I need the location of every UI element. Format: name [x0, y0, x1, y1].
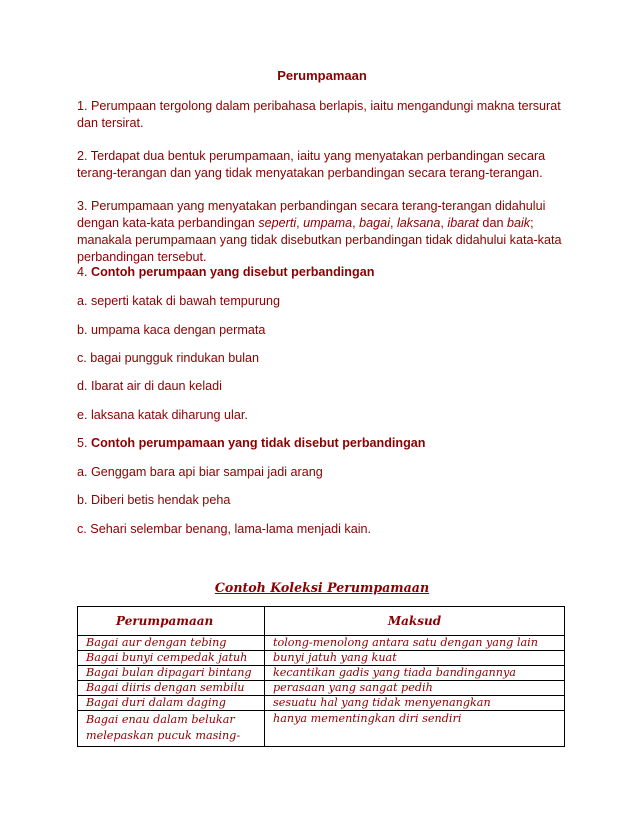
koleksi-table — [77, 606, 565, 747]
word-ibarat: ibarat — [447, 216, 479, 230]
word-laksana: laksana — [397, 216, 441, 230]
list-item: b. Diberi betis hendak peha — [77, 493, 231, 507]
point-3: 3. Perumpamaan yang menyatakan perbandingan secara terang-terangan didahului dengan kata-kata perbandingan seperti, umpama, bagai, laksana, ibarat dan baik; manakala perumpamaan yang tidak disebutkan perbandingan tidak didahului kata-kata perbandingan tersebut. — [77, 199, 562, 264]
koleksi-title: Contoh Koleksi Perumpamaan — [214, 580, 430, 595]
cell-maksud: tolong-menolong antara satu dengan yang lain — [265, 636, 565, 651]
table-row — [78, 711, 565, 747]
table-row — [78, 636, 565, 651]
list-item: e. laksana katak diharung ular. — [77, 408, 248, 422]
table-row — [78, 681, 565, 696]
page-title: Perumpamaan — [277, 68, 367, 83]
cell-perumpamaan: Bagai aur dengan tebing — [78, 636, 265, 651]
word-dan: dan — [478, 216, 507, 230]
cell-perumpamaan: Bagai duri dalam daging — [78, 696, 265, 711]
cell-maksud: perasaan yang sangat pedih — [265, 681, 565, 696]
word-bagai: bagai — [359, 216, 390, 230]
cell-perumpamaan: Bagai diiris dengan sembilu — [78, 681, 265, 696]
point-2: 2. Terdapat dua bentuk perumpamaan, iaitu yang menyatakan perbandingan secara terang-terangan dan yang tidak menyatakan perbandingan secara terang-terangan. — [77, 149, 546, 180]
cell-perumpamaan: Bagai enau dalam belukar melepaskan pucuk masing- — [78, 711, 265, 747]
cell-maksud: sesuatu hal yang tidak menyenangkan — [265, 696, 565, 711]
point-4-number: 4. — [77, 265, 92, 279]
list-item: a. Genggam bara api biar sampai jadi arang — [77, 465, 323, 479]
cell-perumpamaan: Bagai bunyi cempedak jatuh — [78, 651, 265, 666]
table-row — [78, 666, 565, 681]
table-row — [78, 651, 565, 666]
list-item: c. Sehari selembar benang, lama-lama menjadi kain. — [77, 522, 372, 536]
header-perumpamaan: Perumpamaan — [78, 607, 265, 636]
word-umpama: umpama — [303, 216, 353, 230]
word-seperti: seperti — [258, 216, 297, 230]
cell-perumpamaan: Bagai bulan dipagari bintang — [78, 666, 265, 681]
header-maksud: Maksud — [265, 607, 565, 636]
word-baik: baik — [506, 216, 531, 230]
cell-maksud: hanya mementingkan diri sendiri — [265, 711, 565, 747]
cell-maksud: kecantikan gadis yang tiada bandingannya — [265, 666, 565, 681]
point-3-intro: 3. Perumpamaan yang menyatakan perbandingan secara terang-terangan didahului dengan kata-kata perbandingan — [77, 199, 546, 230]
list-item: b. umpama kaca dengan permata — [77, 323, 266, 337]
list-item: a. seperti katak di bawah tempurung — [77, 294, 281, 308]
point-5-number: 5. — [77, 436, 92, 450]
point-3-rest: ; manakala perumpamaan yang tidak disebutkan perbandingan tidak didahului kata-kata perbandingan tersebut. — [77, 216, 562, 264]
point-5-heading — [77, 435, 425, 452]
point-4-heading — [77, 264, 374, 281]
point-5-text: Contoh perumpamaan yang tidak disebut perbandingan — [91, 436, 426, 450]
point-4-text: Contoh perumpaan yang disebut perbandingan — [91, 265, 375, 279]
cell-maksud: bunyi jatuh yang kuat — [265, 651, 565, 666]
table-row — [78, 696, 565, 711]
table-header-row — [78, 607, 565, 636]
list-item: d. Ibarat air di daun keladi — [77, 379, 222, 393]
point-1: 1. Perumpaan tergolong dalam peribahasa berlapis, iaitu mengandungi makna tersurat dan tersirat. — [77, 99, 561, 130]
list-item: c. bagai pungguk rindukan bulan — [77, 351, 260, 365]
